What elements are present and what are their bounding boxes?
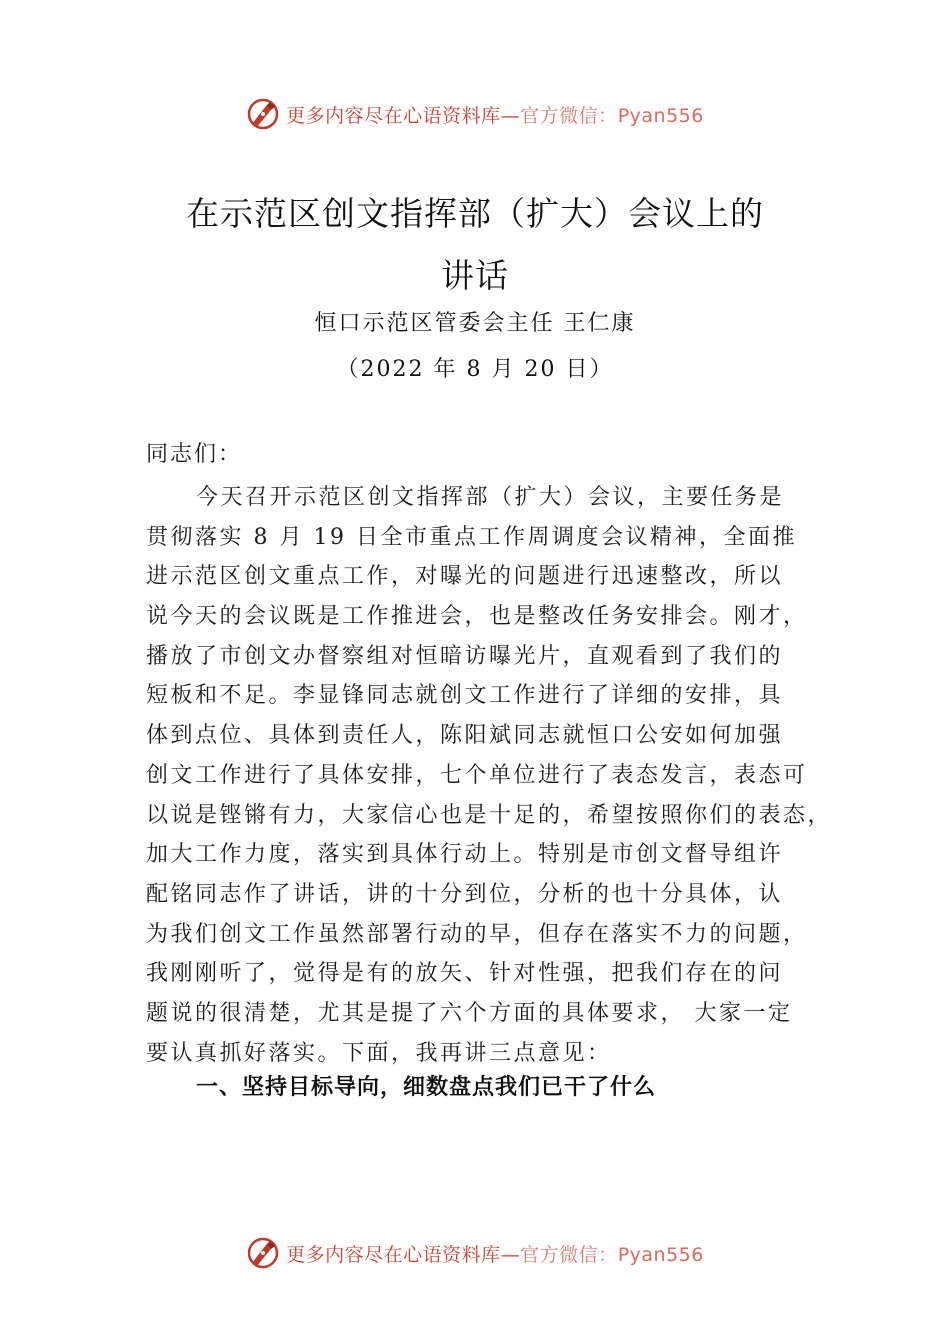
salutation: 同志们： [146,442,243,467]
paragraph-line: 体到点位、具体到责任人，陈阳斌同志就恒口公安如何加强 [146,723,784,749]
paragraph-line: 题说的很清楚，尤其是提了六个方面的具体要求， 大家一定 [146,1000,793,1026]
watermark-footer [0,1233,950,1273]
watermark-header [0,94,950,134]
paragraph-line: 为我们创文工作虽然部署行动的早，但存在落实不力的问题， [146,921,808,947]
watermark-wechat-label: 官方微信： [520,1243,618,1266]
paragraph-line: 说今天的会议既是工作推进会，也是整改任务安排会。刚才， [146,604,808,630]
section-heading-1: 一、坚持目标导向，细数盘点我们已干了什么 [196,1075,657,1100]
watermark-account: Pyan556 [617,104,704,127]
paragraph-line: 短板和不足。李显锋同志就创文工作进行了详细的安排，具 [146,683,784,709]
paragraph-line: 进示范区创文重点工作，对曝光的问题进行迅速整改，所以 [146,564,784,590]
paragraph-line: 以说是铿锵有力，大家信心也是十足的，希望按照你们的表态， [146,802,833,828]
document-title-line2: 讲话 [441,256,509,295]
paragraph-line: 贯彻落实 8 月 19 日全市重点工作周调度会议精神，全面推 [146,524,797,550]
pen-logo-icon [246,1236,280,1270]
paragraph-line: 要认真抓好落实。下面，我再讲三点意见： [146,1040,612,1066]
watermark-brand: 更多内容尽在心语资料库 [286,1243,501,1266]
watermark-text [286,101,704,128]
document-title-line1: 在示范区创文指挥部（扩大）会议上的 [186,194,764,233]
watermark-brand: 更多内容尽在心语资料库 [286,104,501,127]
watermark-separator: — [500,104,521,127]
paragraph-line: 播放了市创文办督察组对恒暗访曝光片，直观看到了我们的 [146,643,784,669]
paragraph-line: 创文工作进行了具体安排，七个单位进行了表态发言，表态可 [146,762,808,788]
document-date: （2022 年 8 月 20 日） [336,357,614,382]
paragraph-line: 今天召开示范区创文指挥部（扩大）会议，主要任务是 [196,485,785,510]
watermark-wechat-label: 官方微信： [520,104,618,127]
watermark-separator: — [500,1243,521,1266]
paragraph-line: 加大工作力度，落实到具体行动上。特别是市创文督导组许 [146,842,784,868]
document-author: 恒口示范区管委会主任 王仁康 [314,311,636,336]
paragraph-line: 配铭同志作了讲话，讲的十分到位，分析的也十分具体，认 [146,881,784,907]
paragraph-line: 我刚刚听了，觉得是有的放矢、针对性强，把我们存在的问 [146,961,784,987]
pen-logo-icon [246,97,280,131]
body-paragraph [146,478,846,1073]
watermark-account: Pyan556 [617,1243,704,1266]
watermark-text [286,1240,704,1267]
